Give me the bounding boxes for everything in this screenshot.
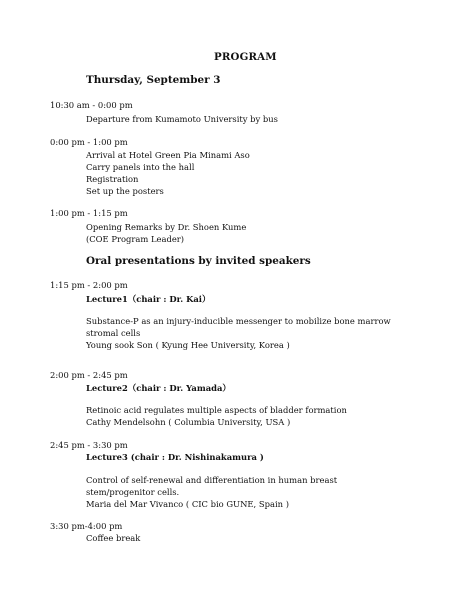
oral-presentations-heading: Oral presentations by invited speakers (86, 255, 311, 267)
schedule-item-text: Opening Remarks by Dr. Shoen Kume (86, 222, 247, 232)
lecture-title: Control of self-renewal and differentiation in human breast (86, 475, 338, 485)
schedule-time: 10:30 am - 0:00 pm (50, 100, 133, 110)
lecture-speaker: Young sook Son ( Kyung Hee University, Korea ) (86, 340, 290, 350)
lecture-speaker: Cathy Mendelsohn ( Columbia University, USA ) (86, 417, 291, 427)
page-title: PROGRAM (214, 51, 277, 63)
schedule-item-text: Arrival at Hotel Green Pia Minami Aso (86, 150, 250, 160)
lecture-title: stromal cells (86, 328, 141, 338)
lecture-speaker: Maria del Mar Vivanco ( CIC bio GUNE, Spain ) (86, 499, 289, 509)
schedule-item-text: (COE Program Leader) (86, 234, 185, 244)
lecture-title: Retinoic acid regulates multiple aspects of bladder formation (86, 405, 347, 415)
schedule-time: 1:00 pm - 1:15 pm (50, 208, 128, 218)
lecture-label: Lecture3 (chair : Dr. Nishinakamura ) (86, 452, 264, 462)
schedule-item-text: Departure from Kumamoto University by bus (86, 114, 278, 124)
break-time: 3:30 pm-4:00 pm (50, 521, 123, 531)
lecture-label: Lecture2（chair : Dr. Yamada） (86, 383, 231, 393)
lecture-label: Lecture1（chair : Dr. Kai） (86, 294, 211, 304)
lecture-time: 1:15 pm - 2:00 pm (50, 280, 128, 290)
schedule-item-text: Registration (86, 174, 139, 184)
break-label: Coffee break (86, 533, 141, 543)
day-heading: Thursday, September 3 (86, 74, 221, 86)
lecture-title: stem/progenitor cells. (86, 487, 180, 497)
lecture-title: Substance-P as an injury-inducible messenger to mobilize bone marrow (86, 316, 391, 326)
lecture-time: 2:45 pm - 3:30 pm (50, 440, 128, 450)
schedule-time: 0:00 pm - 1:00 pm (50, 137, 128, 147)
lecture-time: 2:00 pm - 2:45 pm (50, 370, 128, 380)
schedule-item-text: Set up the posters (86, 186, 164, 196)
schedule-item-text: Carry panels into the hall (86, 162, 195, 172)
